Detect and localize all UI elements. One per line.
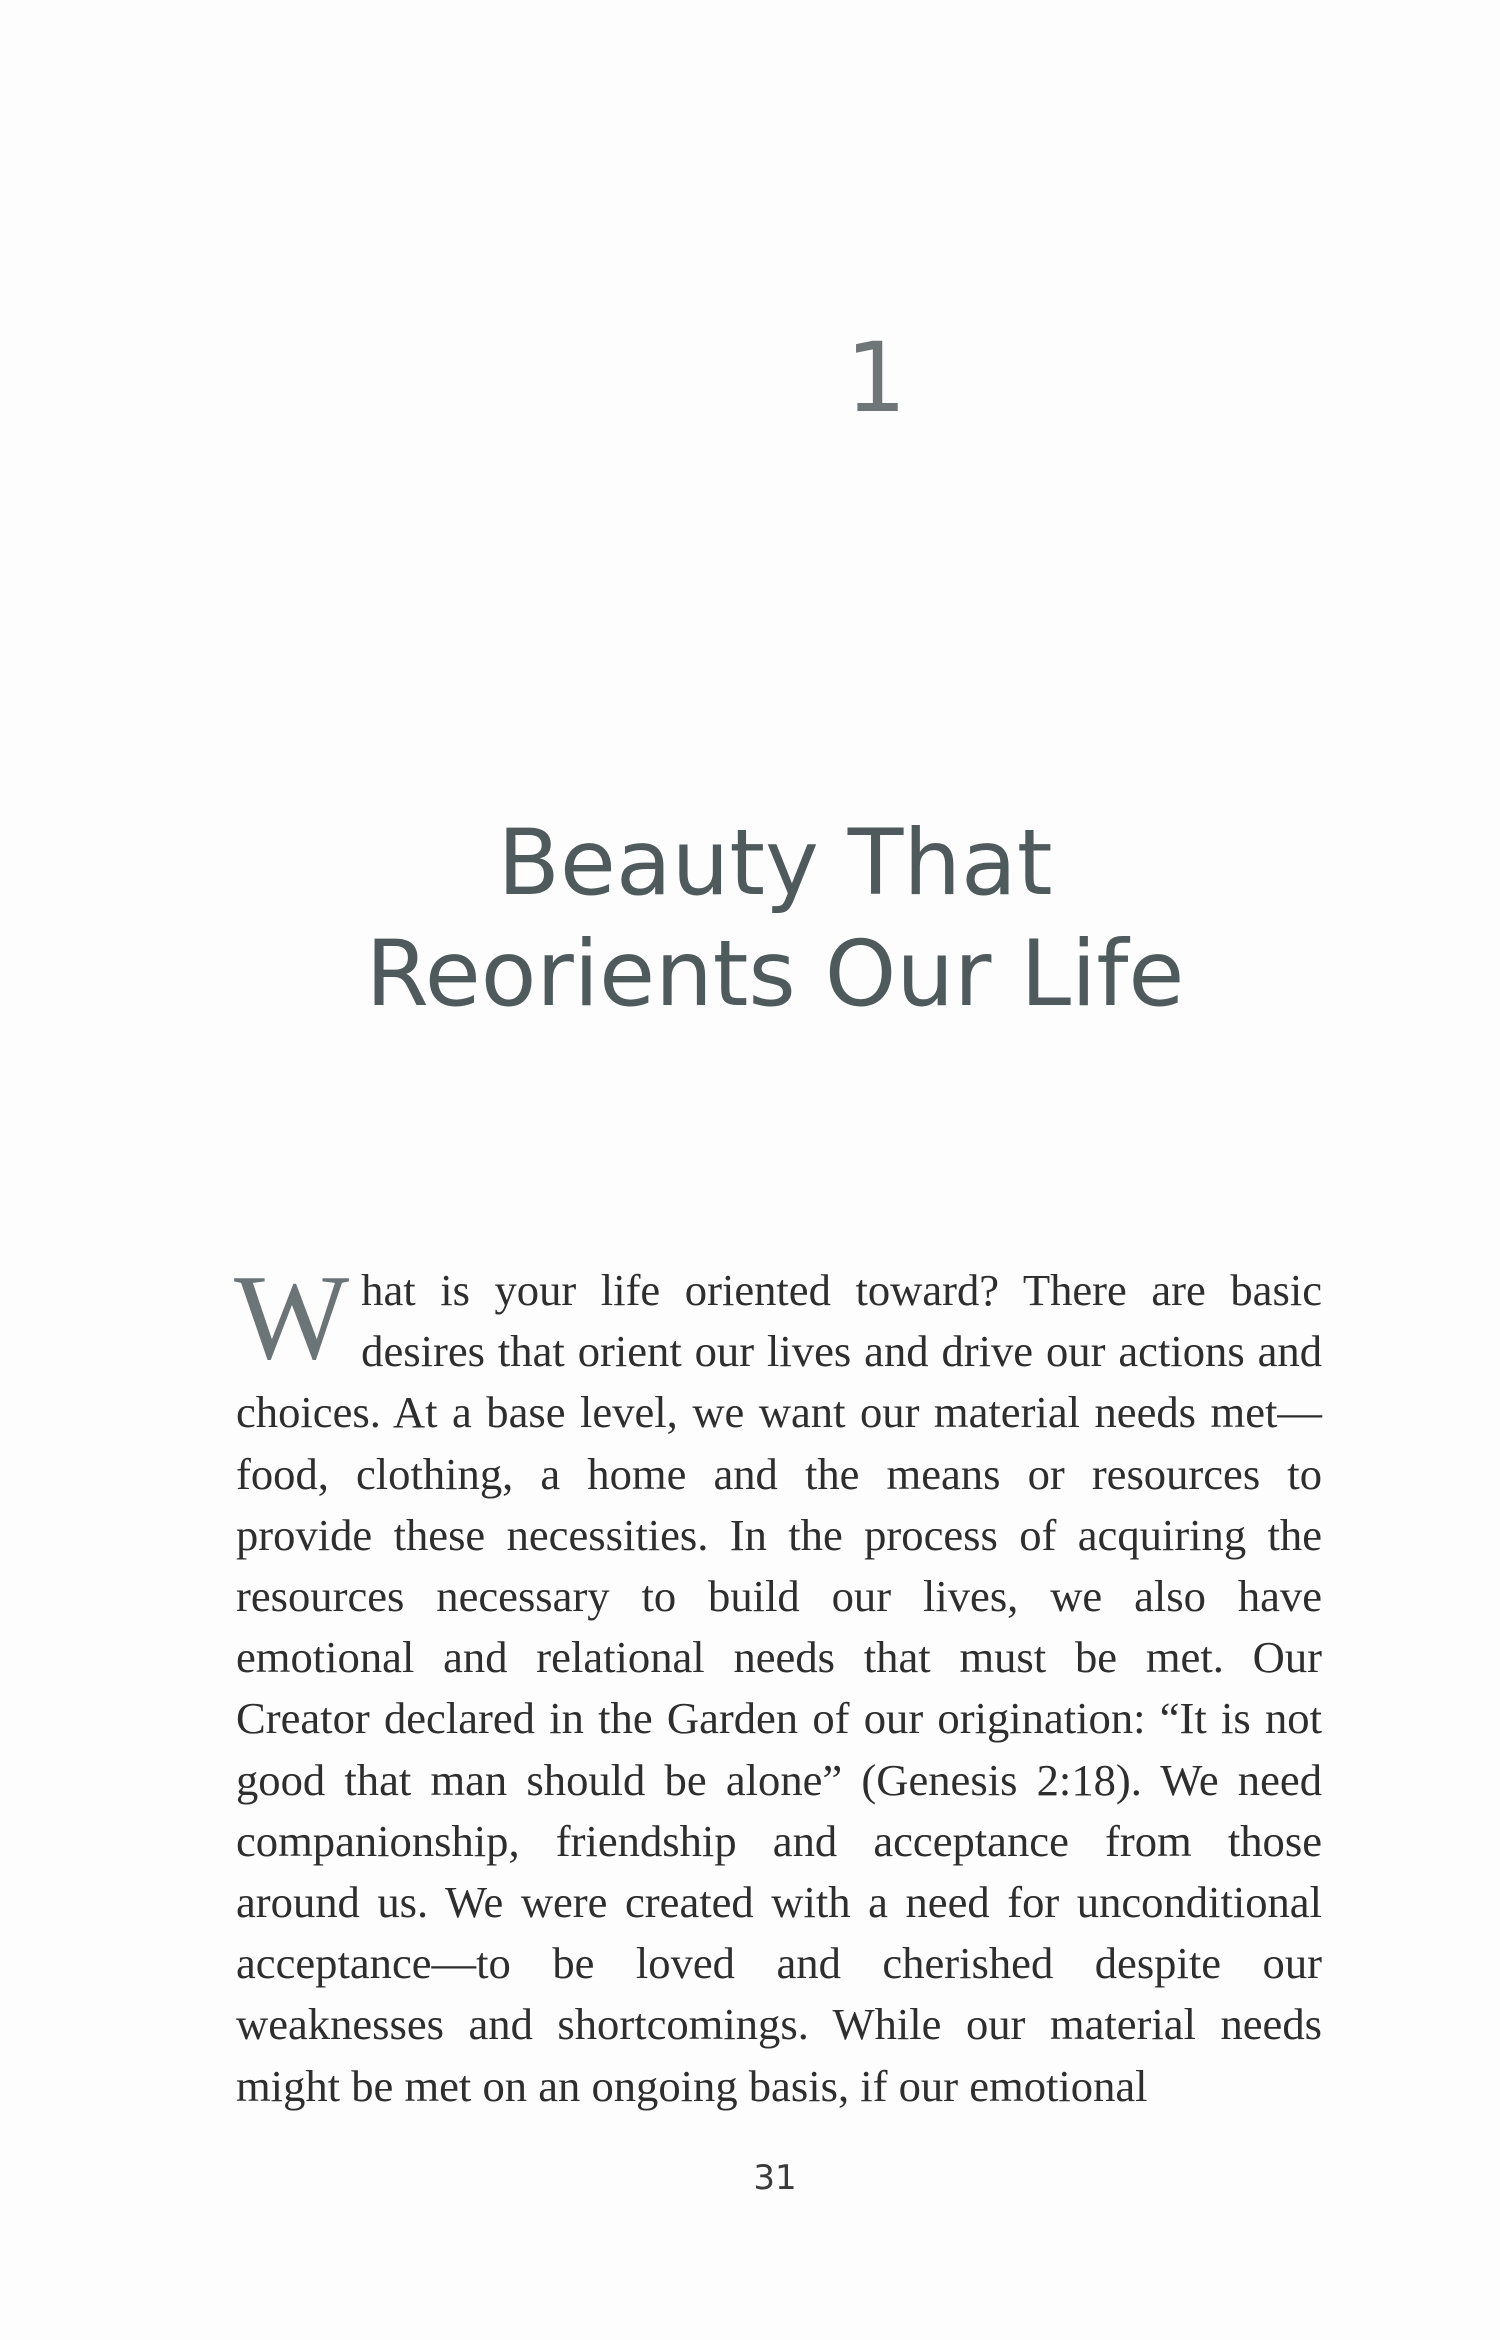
chapter-title (0, 808, 1500, 1030)
paragraph-text: hat is your life oriented toward? There are basic desires that orient our lives and drive our actions and choices. At a base level, we want our material needs met—food, clothing, a home and the means or resources to provide these necessities. In the process of acquiring the resources necessary to build our lives, we also have emotional and relational needs that must be met. Our Creator declared in the Garden of our origination: “It is not good that man should be alone” (Genesis 2:18). We need companionship, friendship and acceptance from those around us. We were created with a need for unconditional acceptance—to be loved and cherished despite our weaknesses and shortcomings. While our material needs might be met on an ongoing basis, if our emotional (236, 1265, 1322, 2111)
chapter-title-line-1: Beauty That (497, 811, 1053, 916)
drop-cap: W (234, 1250, 350, 1385)
page-number: 31 (753, 2158, 797, 2198)
chapter-title-line-2: Reorients Our Life (365, 922, 1185, 1027)
chapter-number: 1 (845, 322, 907, 434)
body-paragraph (234, 1250, 1322, 2117)
